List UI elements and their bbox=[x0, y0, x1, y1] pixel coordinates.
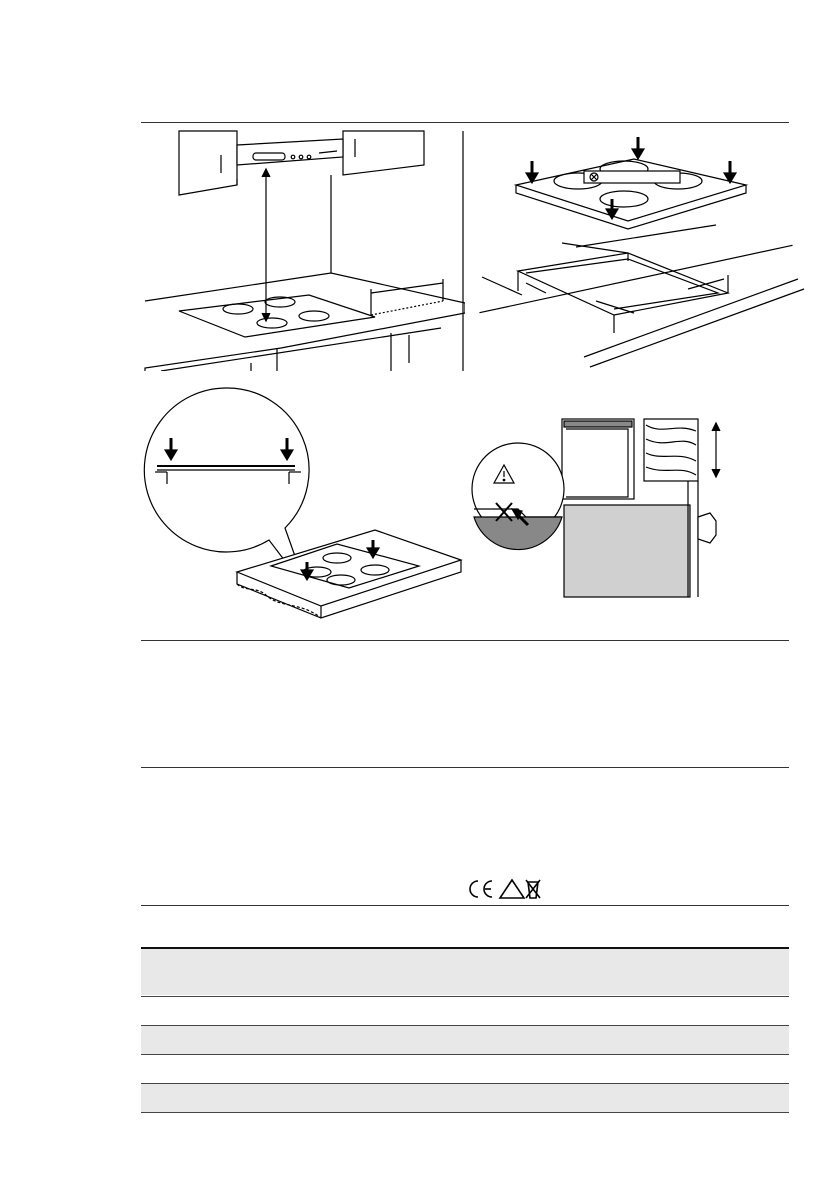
table-bottom-rule bbox=[141, 1112, 789, 1113]
table-row bbox=[141, 997, 789, 1025]
section-rule-3 bbox=[141, 905, 789, 906]
table-header-row bbox=[141, 949, 789, 995]
warning-detail-figure bbox=[466, 405, 736, 605]
ce-vde-weee-icons bbox=[466, 876, 556, 902]
sealing-detail-figure bbox=[141, 380, 471, 625]
cooktop-cutout-figure bbox=[466, 123, 806, 371]
section-rule-1 bbox=[141, 640, 789, 641]
table-row bbox=[141, 1026, 789, 1054]
section-rule-2 bbox=[141, 767, 789, 768]
hood-cooktop-figure bbox=[141, 123, 465, 371]
table-row bbox=[141, 1084, 789, 1112]
table-row bbox=[141, 1055, 789, 1083]
certification-marks bbox=[466, 876, 556, 902]
